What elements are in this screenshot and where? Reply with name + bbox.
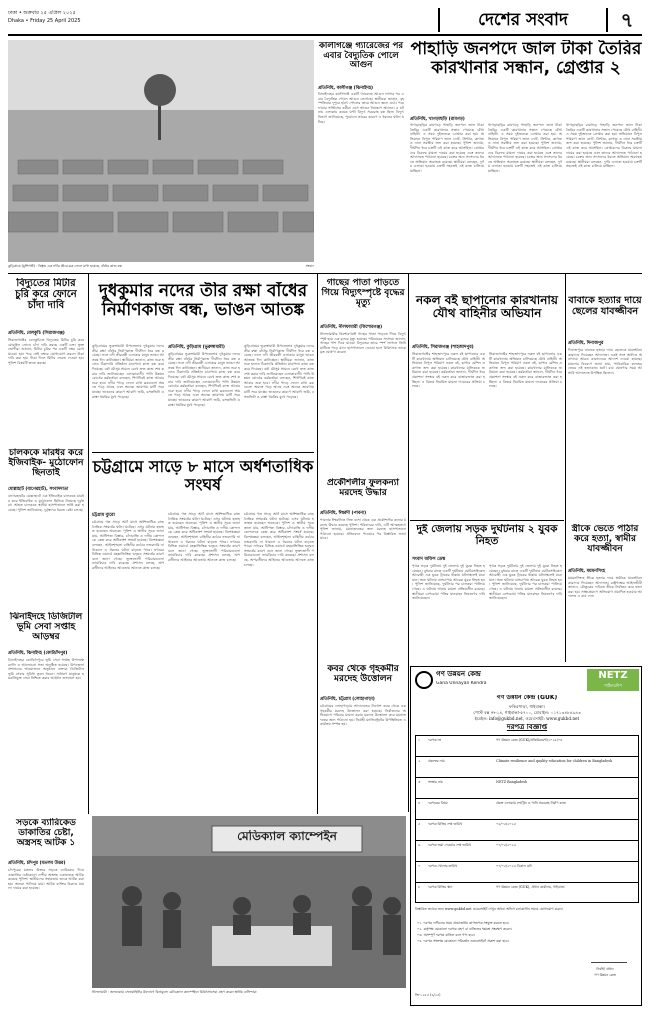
row-label: দরপত্রের বিষয় — [428, 801, 448, 805]
top-middle-body: ঝিনাইদহের কালীগঞ্জে একটি গ্যারেজে আগুন লাগার পর এবার বৈদ্যুতিক পোলে আগুন লেগেছে। স্থানীয়রা জানান, বৃহস্পতিবার দুপুরে হঠাৎ পোলের তারে আগুন জ্বলে ওঠে। পরে ফায়ার সার্ভিসের কর্মীরা এসে আগুন নিয়ন্ত্রণে আনেন। এ ঘটনায় এলাকায় কয়েক ঘণ্টা বিদ্যুৎ সরবরাহ বন্ধ ছিল। বিদ্যুৎ বিভাগ জানিয়েছে, পুরোনো তারের কারণে এ ধরনের ঘটনা ঘটছে। — [318, 92, 404, 124]
mid-story2-headline: প্রকৌশলীর ফুলকন্যা মরদেহ উদ্ধার — [326, 478, 400, 499]
mid-story3-body: চট্টগ্রামের লোহাগাড়ায় আদালতের নির্দেশে কবর থেকে এক গৃহকর্মীর মরদেহ উত্তোলন করা হয়েছে। নির্যাতনের অভিযোগে পরিবার মামলা করায় মরদেহ উত্তোলন করে ময়নাতদন্তের জন্য পাঠানো হয়। নির্বাহী ম্যাজিস্ট্রেটের উপস্থিতিতে এ কার্যক্রম সম্পন্ন হয়। — [320, 704, 406, 727]
top-right-body-3: খাগড়াছড়ির রামগড়ে পাহাড়ি জনপদে জাল টাকা তৈরির একটি কারখানার সন্ধান পেয়েছে যৌথ বাহিনী। এ সময় দুইজনকে গ্রেপ্তার করা হয়। অভিযানে বিপুল পরিমাণ জাল নোট, প্রিন্টার, কাগজ ও নানা সরঞ্জাম জব্দ করা হয়েছে। পুলিশ জানায়, দীর্ঘদিন ধরে চক্রটি এই কাজ করে আসছিল। গ্রেপ্তারদের বিরুদ্ধে মামলা দায়ের করা হয়েছে এবং তাদের আদালতে পাঠানো হয়েছে। চক্রের অন্য সদস্যদের ধরতে অভিযান অব্যাহত রয়েছে। স্থানীয়রা বলছেন, দুর্গম এলাকা হওয়ায় চক্রটি সহজেই এই কাজ চালিয়ে যাচ্ছিল। — [566, 123, 642, 169]
row-no: ৭ — [418, 864, 421, 868]
ad-brand: NETZ — [598, 670, 628, 681]
row-value: ০৭/০৫/২০২৫ — [496, 843, 516, 847]
right-mid-byline: প্রতিনিধি, সিরাজগঞ্জ (শাহজাদপুর) — [412, 345, 474, 350]
right-story1-headline: বাবাকে হত্যার দায়ে ছেলের যাবজ্জীবন — [568, 296, 642, 317]
ad-address-2: পোস্ট বক্স নং-১৪, গাইবান্ধা-৫৭০০, মোবাইল: ০১৭১৩৪৮৪৯৪৩ — [473, 710, 581, 715]
left-story4-byline: প্রতিনিধি, চাঁদপুর (মতলব উত্তর) — [8, 861, 66, 866]
page-number: ৭ — [620, 8, 634, 32]
top-right-body-2: খাগড়াছড়ির রামগড়ে পাহাড়ি জনপদে জাল টাকা তৈরির একটি কারখানার সন্ধান পেয়েছে যৌথ বাহিনী। এ সময় দুইজনকে গ্রেপ্তার করা হয়। অভিযানে বিপুল পরিমাণ জাল নোট, প্রিন্টার, কাগজ ও নানা সরঞ্জাম জব্দ করা হয়েছে। পুলিশ জানায়, দীর্ঘদিন ধরে চক্রটি এই কাজ করে আসছিল। গ্রেপ্তারদের বিরুদ্ধে মামলা দায়ের করা হয়েছে এবং তাদের আদালতে পাঠানো হয়েছে। চক্রের অন্য সদস্যদের ধরতে অভিযান অব্যাহত রয়েছে। স্থানীয়রা বলছেন, দুর্গম এলাকা হওয়ায় চক্রটি সহজেই এই কাজ চালিয়ে যাচ্ছিল। — [488, 123, 562, 173]
row-label: দরপত্র বিক্রির শেষ তারিখ — [428, 822, 463, 826]
left-story2-byline: মোল্লাহাট (বাগেরহাট), সংবাদদাতা — [8, 487, 69, 492]
vrule-right — [408, 274, 409, 812]
ad-condition-2: ০২. কর্তৃপক্ষ যেকোনো দরপত্র গ্রহণ বা বাতিলের ক্ষমতা সংরক্ষণ করেন। — [417, 927, 512, 931]
chattogram-byline: চট্টগ্রাম ব্যুরো — [92, 513, 115, 518]
section-title: দেশের সংবাদ — [438, 8, 608, 32]
ad-condition-4: ০৪. দরপত্র সংক্রান্ত যেকোনো পরিবর্তন ওয়েবসাইটে প্রকাশ করা হবে। — [417, 939, 509, 943]
ad-footer-note: বিস্তারিত তথ্যের জন্য www.gukbd.net ওয়েবসাইট দেখুন অথবা অফিস চলাকালীন সময়ে যোগাযোগ করুন। — [415, 907, 563, 911]
right-story1-byline: প্রতিনিধি, দিনাজপুর — [568, 341, 604, 346]
vrule-mid — [317, 274, 318, 814]
left-story1-byline: প্রতিনিধি, বেলকুচি (সিরাজগঞ্জ) — [8, 331, 65, 336]
ad-condition-1: ০১. দরপত্র দাখিলের সময় প্রয়োজনীয় কাগজপত্র সংযুক্ত করতে হবে। — [417, 921, 510, 925]
chattogram-body-3: চট্টগ্রামে গত সাড়ে আট মাসে অর্ধশতাধিক রাজনৈতিক সংঘর্ষের ঘটনা ঘটেছে। এসব ঘটনায় হতাহত হয়েছেন অনেকে। পুলিশ ও স্থানীয় সূত্রে জানা যায়, আধিপত্য বিস্তার, চাঁদাবাজি ও দলীয় কোন্দলকে কেন্দ্র করে অধিকাংশ সংঘর্ষ হয়েছে। বিশেষজ্ঞরা বলছেন, আইনশৃঙ্খলা বাহিনীর কঠোর নজরদারি না থাকলে এ ধরনের ঘটনা বাড়তে পারে। নগরের বিভিন্ন ওয়ার্ডে মহল্লাভিত্তিক দ্বন্দ্বও সংঘর্ষের কারণ বলে জানা গেছে। ভুক্তভোগী পরিবারগুলো ন্যায়বিচার দাবি করেছে। প্রশাসন বলছে, অপরাধীদের আইনের আওতায় আনতে কাজ চলছে। — [244, 512, 314, 567]
row-value: গণ উন্নয়ন কেন্দ্র (GUK)/প্রকিউরমেন্ট/২০২৫/০৪ — [496, 738, 563, 742]
table-row — [416, 778, 639, 799]
medical-caption: নীলফামারী : জলঢাকায় সেনাবাহিনীর উদ্যোগে বিনামূল্যে মেডিক্যাল ক্যাম্পেইনে চিকিৎসাসেবা গ্রহণ করেন স্থানীয় বাসিন্দারা — [92, 990, 257, 994]
mid-story1-headline: গাছের পাতা পাড়তে গিয়ে বিদ্যুৎস্পৃষ্টে বৃদ্ধের মৃত্যু — [321, 278, 405, 309]
divider-2 — [92, 452, 314, 453]
row-no: ৩ — [418, 780, 421, 784]
left-story3-headline: ঝিনাইদহে ডিজিটাল ভূমি সেবা সপ্তাহ আড়ম্বর — [9, 612, 83, 643]
divider-3 — [410, 520, 564, 521]
row-value: NETZ Bangladesh — [496, 780, 528, 784]
row-value: প্রকল্প এলাকায় ল্যাট্রিন ও পানি সরবরাহ নির্মাণ কাজ — [496, 801, 566, 805]
masthead-rule — [8, 34, 642, 36]
mid-story3-headline: কবর থেকে গৃহকর্মীর মরদেহ উত্তোলন — [327, 664, 399, 685]
road-headline: দুই জেলায় সড়ক দুর্ঘটনায় ২ যুবক নিহত — [416, 524, 558, 547]
ad-signature-title: নির্বাহী প্রধান — [596, 967, 614, 971]
row-label: প্রকল্পের নাম — [428, 759, 445, 763]
ad-org-full: গণ উন্নয়ন কেন্দ্র (GUK) — [496, 695, 558, 701]
table-row — [416, 757, 639, 778]
row-label: দরপত্র খোলার তারিখ — [428, 864, 458, 868]
mid-story1-body: নীলফামারীর কিশোরগঞ্জে গাছের পাতা পাড়তে গিয়ে বিদ্যুৎস্পৃষ্ট হয়ে এক বৃদ্ধের মৃত্যু হয়েছে। পরিবারের সদস্যরা জানান, গাছের পাশ দিয়ে যাওয়া বিদ্যুতের তারে স্পর্শ লাগলে তিনি মাটিতে পড়ে যান। হাসপাতালে নেওয়া হলে চিকিৎসক তাকে মৃত ঘোষণা করেন। — [320, 332, 406, 355]
road-byline: সংবাদ অফিস ডেস্ক — [412, 557, 446, 562]
ad-brand-sub: পার্টনারশিপ — [603, 683, 623, 688]
lead-photo — [8, 40, 314, 262]
ad-condition-3: ০৩. অসম্পূর্ণ দরপত্র বাতিল বলে গণ্য হবে। — [417, 933, 475, 937]
date-line-en: Dhaka • Friday 25 April 2025 — [8, 18, 81, 24]
right-mid-body-1: সিরাজগঞ্জের শাহজাদপুরে নকল বই ছাপানোর একটি কারখানায় অভিযান চালিয়েছে যৌথ বাহিনী। অভিযানে বিপুল পরিমাণ নকল বই, ছাপার মেশিন ও কাগজ জব্দ করা হয়েছে। কারখানার মালিককে জরিমানা করা হয়েছে। কর্মকর্তারা জানান, দীর্ঘদিন ধরে প্রকাশনা সংস্থার বই নকল করে বাজারজাত করা হচ্ছিল। এ বিষয়ে নিয়মিত মামলা দায়েরের প্রক্রিয়া চলছে। — [412, 352, 485, 389]
netz-logo — [587, 669, 639, 691]
riverbank-photo — [8, 40, 314, 262]
road-body-2: পৃথক সড়ক দুর্ঘটনায় দুই জেলায় দুই যুবক নিহত হয়েছেন। বুধবার রাতে একটি দুর্ঘটনায় মোটরসাইকেল আরোহী এক যুবক ট্রাকের ধাক্কায় ঘটনাস্থলেই মারা যান। অন্য ঘটনায় বাসচাপায় আরেক যুবক নিহত হন। পুলিশ জানিয়েছে, দুর্ঘটনার পর চালকরা পালিয়ে গেছে। এ ঘটনায় থানায় মামলা প্রক্রিয়াধীন রয়েছে। স্থানীয়রা বেপরোয়া গতির যানবাহন নিয়ন্ত্রণের দাবি জানিয়েছেন। — [489, 564, 562, 601]
row-no: ৮ — [418, 885, 421, 889]
lead-headline: দুধকুমার নদের তীর রক্ষা বাঁধের নির্মাণকাজ বন্ধ, ভাঙন আতঙ্ক — [98, 282, 308, 321]
top-right-headline: পাহাড়ি জনপদে জাল টাকা তৈরির কারখানার সন্ধান, গ্রেপ্তার ২ — [410, 40, 642, 79]
row-label: সংস্থার নাম — [428, 780, 443, 784]
mid-story2-body: পাবনার ঈশ্বরদীতে নিজ বাসা থেকে এক প্রকৌশলীর কন্যার মরদেহ উদ্ধার করেছে পুলিশ। পরিবারের দাবি, এটি আত্মহত্যা। পুলিশ জানায়, ময়নাতদন্তের জন্য মরদেহ হাসপাতালে পাঠানো হয়েছে। প্রতিবেদন পাওয়ার পর বিস্তারিত জানা যাবে। — [320, 518, 406, 541]
vrule-far-right — [565, 274, 566, 662]
table-row — [416, 862, 639, 883]
left-story1-headline: বিদ্যুতের মিটার চুরি করে ফোনে চাঁদা দাবি — [15, 278, 77, 312]
row-no: ১ — [418, 738, 421, 742]
ad-org-bn: গণ উন্নয়ন কেন্দ্র — [436, 671, 481, 678]
top-right-body-1: খাগড়াছড়ির রামগড়ে পাহাড়ি জনপদে জাল টাকা তৈরির একটি কারখানার সন্ধান পেয়েছে যৌথ বাহিনী। এ সময় দুইজনকে গ্রেপ্তার করা হয়। অভিযানে বিপুল পরিমাণ জাল নোট, প্রিন্টার, কাগজ ও নানা সরঞ্জাম জব্দ করা হয়েছে। পুলিশ জানায়, দীর্ঘদিন ধরে চক্রটি এই কাজ করে আসছিল। গ্রেপ্তারদের বিরুদ্ধে মামলা দায়ের করা হয়েছে এবং তাদের আদালতে পাঠানো হয়েছে। চক্রের অন্য সদস্যদের ধরতে অভিযান অব্যাহত রয়েছে। স্থানীয়রা বলছেন, দুর্গম এলাকা হওয়ায় চক্রটি সহজেই এই কাজ চালিয়ে যাচ্ছিল। — [410, 123, 484, 173]
top-middle-headline: কালীগঞ্জে গ্যারেজের পর এবার বৈদ্যুতিক পোলে আগুন — [318, 42, 404, 71]
row-no: ২ — [418, 759, 421, 763]
table-row — [416, 841, 639, 862]
left-story3-byline: প্রতিনিধি, ঝিনাইদহ (কোটচাঁদপুর) — [8, 651, 68, 656]
ad-table — [415, 735, 639, 903]
left-story2-headline: চালককে মারধর করে ইজিবাইক- মুঠোফোন ছিনতাই — [8, 448, 84, 479]
mid-story3-byline: প্রতিনিধি, চট্টগ্রাম (লোহাগাড়া) — [320, 697, 375, 702]
signature-mark — [591, 955, 627, 963]
row-label: দরপত্র বিক্রির স্থান — [428, 885, 453, 889]
left-story2-body: বাগেরহাটের মোল্লাহাটে এক ইজিবাইক চালককে মারধর করে ইজিবাইক ও মুঠোফোন ছিনিয়ে নিয়েছে দুর্বৃত্তরা। আহত চালককে স্থানীয় হাসপাতালে ভর্তি করা হয়েছে। পুলিশ জানিয়েছে, দুর্বৃত্তদের ধরতে চেষ্টা চলছে। — [8, 494, 84, 512]
left-story3-body: ঝিনাইদহের কোটচাঁদপুরে ভূমি সেবা সপ্তাহ উপলক্ষে র‍্যালি ও আলোচনা সভা অনুষ্ঠিত হয়েছে। উপজেলা প্রশাসনের আয়োজনে অনুষ্ঠানে বক্তারা ডিজিটাল ভূমি সেবার সুবিধা তুলে ধরেন। সাধারণ মানুষকে হয়রানিমুক্ত সেবা নিশ্চিত করার আহ্বান জানানো হয়। — [8, 658, 84, 681]
left-story4-headline: সড়কে ব্যারিকেড ডাকাতির চেষ্টা, অস্ত্রসহ আটক ১ — [16, 818, 76, 849]
chattogram-body-1: চট্টগ্রামে গত সাড়ে আট মাসে অর্ধশতাধিক রাজনৈতিক সংঘর্ষের ঘটনা ঘটেছে। এসব ঘটনায় হতাহত হয়েছেন অনেকে। পুলিশ ও স্থানীয় সূত্রে জানা যায়, আধিপত্য বিস্তার, চাঁদাবাজি ও দলীয় কোন্দলকে কেন্দ্র করে অধিকাংশ সংঘর্ষ হয়েছে। বিশেষজ্ঞরা বলছেন, আইনশৃঙ্খলা বাহিনীর কঠোর নজরদারি না থাকলে এ ধরনের ঘটনা বাড়তে পারে। নগরের বিভিন্ন ওয়ার্ডে মহল্লাভিত্তিক দ্বন্দ্বও সংঘর্ষের কারণ বলে জানা গেছে। ভুক্তভোগী পরিবারগুলো ন্যায়বিচার দাবি করেছে। প্রশাসন বলছে, অপরাধীদের আইনের আওতায় আনতে কাজ চলছে। — [92, 520, 164, 570]
row-value: Climate resilience and quality education for children in Bangladesh — [496, 759, 613, 763]
lead-photo-caption: কুড়িগ্রামে (মুন্সিগঞ্জ) : বিস্তৃত এক নদীর তীরে ব্লক ফেলে রাখা হয়েছে, বাঁধের কাজ বন্ধ — [8, 264, 123, 268]
ad-email: ইমেইল: info@gukbd.net, ওয়েবসাইট: www.gukbd.net — [474, 716, 580, 721]
road-body-1: পৃথক সড়ক দুর্ঘটনায় দুই জেলায় দুই যুবক নিহত হয়েছেন। বুধবার রাতে একটি দুর্ঘটনায় মোটরসাইকেল আরোহী এক যুবক ট্রাকের ধাক্কায় ঘটনাস্থলেই মারা যান। অন্য ঘটনায় বাসচাপায় আরেক যুবক নিহত হন। পুলিশ জানিয়েছে, দুর্ঘটনার পর চালকরা পালিয়ে গেছে। এ ঘটনায় থানায় মামলা প্রক্রিয়াধীন রয়েছে। স্থানীয়রা বেপরোয়া গতির যানবাহন নিয়ন্ত্রণের দাবি জানিয়েছেন। — [412, 564, 485, 601]
row-no: ৪ — [418, 801, 421, 805]
ad-ref: জি-১২৫৫ (৪/২৫) — [415, 993, 441, 997]
chattogram-headline: চট্টগ্রামে সাড়ে ৮ মাসে অর্ধশতাধিক সংঘর্ষ — [92, 458, 314, 494]
row-label: দরপত্র জমা দেওয়ার শেষ তারিখ — [428, 843, 471, 847]
ad-org-en: Gana Unnayan Kendra — [436, 681, 487, 686]
ad-notice-title: দরপত্র বিজ্ঞপ্তি — [506, 724, 548, 731]
row-value: ০৫/০৫/২০২৫ — [496, 822, 516, 826]
mid-story1-byline: প্রতিনিধি, নীলফামারী (কিশোরগঞ্জ) — [320, 325, 383, 330]
table-row — [416, 799, 639, 820]
mid-story2-byline: প্রতিনিধি, ঈশ্বরদী (পাবনা) — [320, 511, 367, 516]
table-row — [416, 883, 639, 903]
ad-signature-name: গণ উন্নয়ন কেন্দ্র — [594, 973, 616, 977]
lead-body-2: কুড়িগ্রামের ভুরুঙ্গামারী উপজেলায় দুধকুমার নদের তীর রক্ষা বাঁধের নির্মাণকাজ দীর্ঘদিন ধরে বন্ধ রয়েছে। ফলে নদী তীরবর্তী এলাকার মানুষ ভাঙন আতঙ্কে দিন কাটাচ্ছেন। স্থানীয়রা জানান, কাজ শুরু হলেও ঠিকাদারি প্রতিষ্ঠান মাঝপথে কাজ বন্ধ করে দিয়েছে। বর্ষা মৌসুম সামনে রেখে দ্রুত কাজ শেষ করার দাবি জানিয়েছেন এলাকাবাসী। পানি উন্নয়ন বোর্ডের কর্মকর্তারা বলছেন, শিগগিরই কাজ আবার শুরু হবে। নদীর পাড়ে ফেলে রাখা ব্লকগুলো অযত্নে পড়ে আছে এবং অনেক জায়গায় মাটি সরে যাচ্ছে। ভাঙনের কারণে আবাদি জমি, বসতভিটা ও রাস্তা হুমকির মুখে পড়েছে। — [168, 352, 240, 407]
right-story1-body: দিনাজপুরে বাবাকে হত্যার দায়ে ছেলেকে যাবজ্জীবন কারাদণ্ড দিয়েছেন আদালত। একই সঙ্গে অর্থদণ্ড অনাদায়ে আরও কারাদণ্ডের আদেশ দেওয়া হয়েছে। মামলার বিবরণে জানা যায়, পারিবারিক কলহের জেরে এই হত্যাকাণ্ড ঘটে। রায় ঘোষণার সময় আসামি আদালতে উপস্থিত ছিলেন। — [568, 348, 642, 375]
top-middle-byline: প্রতিনিধি, কালীগঞ্জ (ঝিনাইদহ) — [318, 86, 374, 91]
right-mid-body-2: সিরাজগঞ্জের শাহজাদপুরে নকল বই ছাপানোর একটি কারখানায় অভিযান চালিয়েছে যৌথ বাহিনী। অভিযানে বিপুল পরিমাণ নকল বই, ছাপার মেশিন ও কাগজ জব্দ করা হয়েছে। কারখানার মালিককে জরিমানা করা হয়েছে। কর্মকর্তারা জানান, দীর্ঘদিন ধরে প্রকাশনা সংস্থার বই নকল করে বাজারজাত করা হচ্ছিল। এ বিষয়ে নিয়মিত মামলা দায়েরের প্রক্রিয়া চলছে। — [489, 352, 562, 389]
ad-address-1: ফকিরপাড়া, গাইবান্ধা। — [508, 704, 546, 709]
lead-photo-credit: সংবাদ — [305, 264, 314, 268]
left-story4-body: চাঁদপুরের মতলব উত্তরে সড়কে ব্যারিকেড দিয়ে ডাকাতির চেষ্টাকালে দেশীয় অস্ত্রসহ একজনকে আটক করেছে পুলিশ। স্থানীয়দের সহায়তায় তাকে আটক করা হয়। অন্যরা পালিয়ে যায়। আটক ব্যক্তির বিরুদ্ধে মামলা দায়ের করা হয়েছে। — [8, 868, 84, 891]
left-story1-body: সিরাজগঞ্জের বেলকুচিতে বিদ্যুতের মিটার চুরি করে মোবাইল ফোনে চাঁদা দাবি করছে একটি চক্র। ভুক্তভোগীরা জানান, মিটার চুরির পর একটি নম্বর রেখে যাওয়া হয়। পরে সেই নম্বরে যোগাযোগ করলে টাকা দাবি করা হয়। টাকা দিলে মিটার ফেরত দেওয়া হয়। পুলিশ বিষয়টি তদন্ত করছে। — [8, 338, 84, 365]
ad-tender-notice — [410, 666, 642, 1006]
date-line-bn: ঢাকা • শুক্রবার ২৫ এপ্রিল ২০২৫ — [8, 10, 76, 16]
top-right-byline: প্রতিনিধি, খাগড়াছড়ি (রামগড়) — [410, 117, 465, 122]
row-label: দরপত্র নং — [428, 738, 441, 742]
medical-photo — [92, 816, 406, 988]
medical-banner-text: মেডিক্যাল ক্যাম্পেইন — [237, 830, 337, 843]
lead-body-3: কুড়িগ্রামের ভুরুঙ্গামারী উপজেলায় দুধকুমার নদের তীর রক্ষা বাঁধের নির্মাণকাজ দীর্ঘদিন ধরে বন্ধ রয়েছে। ফলে নদী তীরবর্তী এলাকার মানুষ ভাঙন আতঙ্কে দিন কাটাচ্ছেন। স্থানীয়রা জানান, কাজ শুরু হলেও ঠিকাদারি প্রতিষ্ঠান মাঝপথে কাজ বন্ধ করে দিয়েছে। বর্ষা মৌসুম সামনে রেখে দ্রুত কাজ শেষ করার দাবি জানিয়েছেন এলাকাবাসী। পানি উন্নয়ন বোর্ডের কর্মকর্তারা বলছেন, শিগগিরই কাজ আবার শুরু হবে। নদীর পাড়ে ফেলে রাখা ব্লকগুলো অযত্নে পড়ে আছে এবং অনেক জায়গায় মাটি সরে যাচ্ছে। ভাঙনের কারণে আবাদি জমি, বসতভিটা ও রাস্তা হুমকির মুখে পড়েছে। — [244, 344, 314, 399]
chattogram-body-2: চট্টগ্রামে গত সাড়ে আট মাসে অর্ধশতাধিক রাজনৈতিক সংঘর্ষের ঘটনা ঘটেছে। এসব ঘটনায় হতাহত হয়েছেন অনেকে। পুলিশ ও স্থানীয় সূত্রে জানা যায়, আধিপত্য বিস্তার, চাঁদাবাজি ও দলীয় কোন্দলকে কেন্দ্র করে অধিকাংশ সংঘর্ষ হয়েছে। বিশেষজ্ঞরা বলছেন, আইনশৃঙ্খলা বাহিনীর কঠোর নজরদারি না থাকলে এ ধরনের ঘটনা বাড়তে পারে। নগরের বিভিন্ন ওয়ার্ডে মহল্লাভিত্তিক দ্বন্দ্বও সংঘর্ষের কারণ বলে জানা গেছে। ভুক্তভোগী পরিবারগুলো ন্যায়বিচার দাবি করেছে। প্রশাসন বলছে, অপরাধীদের আইনের আওতায় আনতে কাজ চলছে। — [168, 512, 240, 562]
row-no: ৬ — [418, 843, 421, 847]
guk-logo — [415, 671, 433, 689]
right-story2-headline: স্ত্রীকে ভেতে পাঠার করে হত্যা, স্বামীর যাবজ্জীবন — [571, 524, 639, 555]
table-row — [416, 736, 639, 757]
right-story2-body: ময়মনসিংহে স্ত্রীকে হত্যার দায়ে স্বামীকে যাবজ্জীবন কারাদণ্ড দিয়েছেন আদালত। রাষ্ট্রপক্ষের আইনজীবী জানান, যৌতুকের দাবিতে স্ত্রীকে নির্যাতন করে হত্যা করা হয়। সাক্ষ্যপ্রমাণে অভিযোগ প্রমাণিত হওয়ায় আদালত এ রায় দেন। — [568, 576, 642, 599]
right-mid-headline: নকল বই ছাপানোর কারখানায় যৌথ বাহিনীর অভিযান — [416, 294, 558, 321]
lead-byline: প্রতিনিধি, কুড়িগ্রাম (ভুরুঙ্গামারী) — [168, 345, 225, 350]
table-row — [416, 820, 639, 841]
divider-1 — [8, 273, 642, 274]
lead-body-1: কুড়িগ্রামের ভুরুঙ্গামারী উপজেলায় দুধকুমার নদের তীর রক্ষা বাঁধের নির্মাণকাজ দীর্ঘদিন ধরে বন্ধ রয়েছে। ফলে নদী তীরবর্তী এলাকার মানুষ ভাঙন আতঙ্কে দিন কাটাচ্ছেন। স্থানীয়রা জানান, কাজ শুরু হলেও ঠিকাদারি প্রতিষ্ঠান মাঝপথে কাজ বন্ধ করে দিয়েছে। বর্ষা মৌসুম সামনে রেখে দ্রুত কাজ শেষ করার দাবি জানিয়েছেন এলাকাবাসী। পানি উন্নয়ন বোর্ডের কর্মকর্তারা বলছেন, শিগগিরই কাজ আবার শুরু হবে। নদীর পাড়ে ফেলে রাখা ব্লকগুলো অযত্নে পড়ে আছে এবং অনেক জায়গায় মাটি সরে যাচ্ছে। ভাঙনের কারণে আবাদি জমি, বসতভিটা ও রাস্তা হুমকির মুখে পড়েছে। — [92, 344, 164, 399]
row-no: ৫ — [418, 822, 421, 826]
row-value: ০৭/০৫/২০২৫ বিকাল ৩টা — [496, 864, 532, 868]
row-value: গণ উন্নয়ন কেন্দ্র (GUK), প্রধান কার্যালয়, গাইবান্ধা — [496, 885, 565, 889]
vrule-left — [88, 274, 89, 814]
right-story2-byline: প্রতিনিধি, ময়মনসিংহ — [568, 569, 606, 574]
